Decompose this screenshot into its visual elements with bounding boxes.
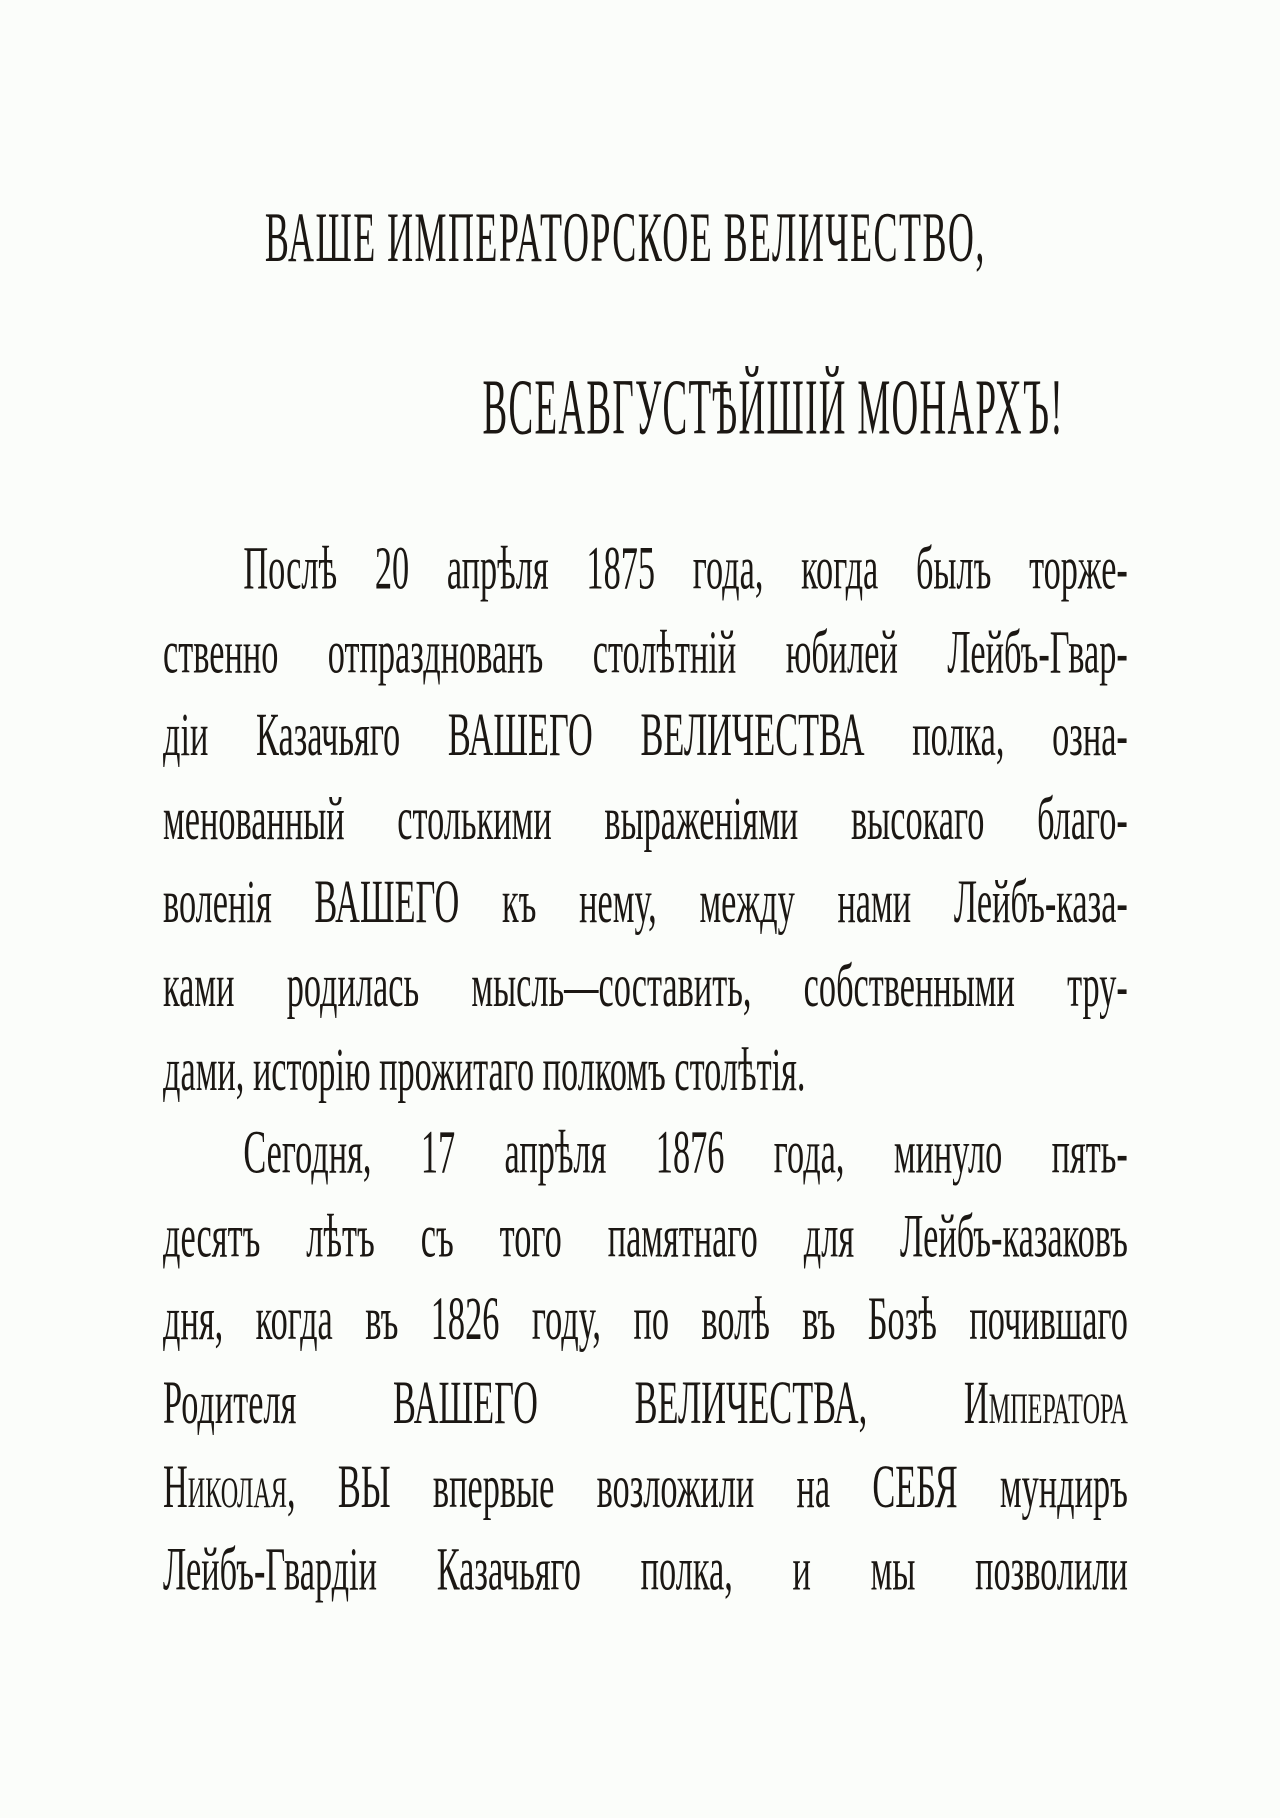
paragraph-2-line-4 [163,1361,1128,1444]
smallcaps-text: Императора [963,1368,1128,1437]
text-segment: ками родилась мысль—составить, собственными тру- [163,951,1128,1020]
text-segment: дня, когда въ 1826 году, по волѣ въ Бозѣ почившаго [163,1284,1128,1354]
text-segment: ственно отпразднованъ столѣтній юбилей Лейбъ-Гвар- [163,617,1128,687]
text-segment: менованный столькими выраженіями высокаго благо- [163,784,1128,853]
text-segment: Послѣ 20 апрѣля 1875 года, когда былъ торже- [243,534,1128,603]
salutation-line-2: ВСЕАВГУСТѢЙШІЙ МОНАРХЪ! [482,363,1064,452]
paragraph-1-line-4 [163,777,1128,860]
paragraph-2-line-3 [163,1278,1128,1361]
paragraph-1-line-2 [163,610,1128,693]
text-segment: десятъ лѣтъ съ того памятнаго для Лейбъ-казаковъ [163,1201,1128,1271]
paragraph-1-line-3 [163,694,1128,777]
paragraph-1-line-7 [163,1028,1128,1111]
text-segment: Сегодня, 17 апрѣля 1876 года, минуло пять- [243,1118,1128,1187]
text-segment: воленія ВАШЕГО къ нему, между нами Лейбъ-каза- [163,867,1128,937]
paragraph-2-line-6 [163,1528,1128,1611]
text-segment: Лейбъ-Гвардіи Казачьяго полка, и мы позволили [163,1535,1128,1604]
paragraph-1-line-6 [163,944,1128,1027]
paragraph-2-line-1 [163,1111,1128,1194]
body-text [163,527,1128,1612]
paragraph-2-line-2 [163,1194,1128,1277]
paragraph-1-line-5 [163,861,1128,944]
paragraph-2-line-5 [163,1445,1128,1528]
text-segment: Родителя ВАШЕГО ВЕЛИЧЕСТВА, [163,1368,964,1437]
text-segment: , ВЫ впервые возложили на СЕБЯ мундиръ [287,1451,1128,1521]
text-segment: дами, исторію прожитаго полкомъ столѣтія. [163,1034,806,1104]
paragraph-1-line-1 [163,527,1128,610]
smallcaps-text: Николая [163,1451,288,1521]
salutation-line-1: ВАШЕ ИМПЕРАТОРСКОЕ ВЕЛИЧЕСТВО, [264,196,986,277]
text-segment: діи Казачьяго ВАШЕГО ВЕЛИЧЕСТВА полка, озна- [163,700,1128,770]
